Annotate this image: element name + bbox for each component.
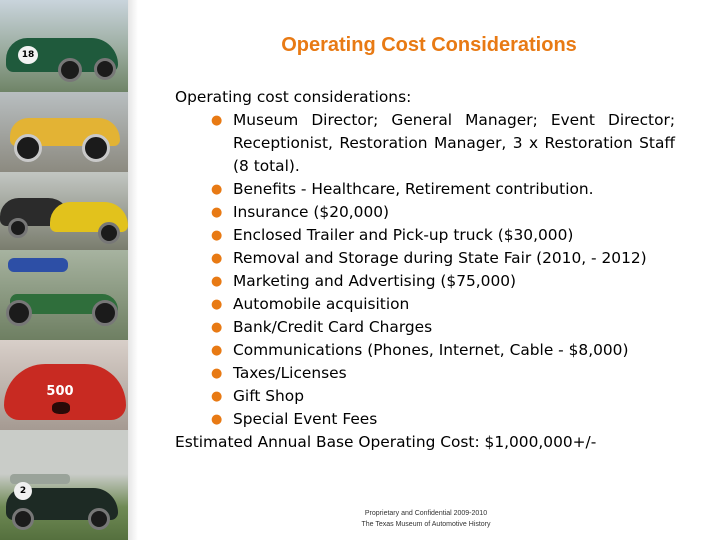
- footer: [306, 508, 546, 530]
- yellow-roadster-photo: [0, 92, 128, 172]
- list-item: ● Gift Shop: [211, 385, 675, 408]
- list-item: ● Enclosed Trailer and Pick-up truck ($30,000): [211, 224, 675, 247]
- list-item: ● Special Event Fees: [211, 408, 675, 431]
- list-item: ● Automobile acquisition: [211, 293, 675, 316]
- total-cost-summary: Estimated Annual Base Operating Cost: $1,000,000+/-: [175, 433, 597, 451]
- bullet-icon: ●: [211, 251, 223, 266]
- red-sports-car-photo: [0, 340, 128, 430]
- list-item: ● Marketing and Advertising ($75,000): [211, 270, 675, 293]
- bullet-icon: ●: [211, 343, 223, 358]
- list-item: ● Benefits - Healthcare, Retirement contribution.: [211, 178, 675, 201]
- section-heading: Operating cost considerations:: [175, 88, 412, 106]
- bullet-icon: ●: [211, 389, 223, 404]
- bullet-icon: ●: [211, 205, 223, 220]
- bullet-icon: ●: [211, 366, 223, 381]
- dark-green-race-car-photo: [0, 430, 128, 540]
- bullet-icon: ●: [211, 228, 223, 243]
- organization-name: The Texas Museum of Automotive History: [361, 521, 491, 528]
- car-number-label: 18: [18, 46, 38, 64]
- green-race-car-photo: [0, 0, 128, 92]
- photo-strip-shadow: [128, 0, 138, 540]
- list-item: ● Removal and Storage during State Fair (2010, - 2012): [211, 247, 675, 270]
- slide-content: [175, 86, 675, 454]
- bullet-icon: ●: [211, 182, 223, 197]
- cobra-cars-photo: [0, 172, 128, 250]
- list-item: ● Bank/Credit Card Charges: [211, 316, 675, 339]
- car-number-label: 500: [46, 384, 74, 399]
- list-item: ● Communications (Phones, Internet, Cable - $8,000): [211, 339, 675, 362]
- bullet-icon: ●: [211, 274, 223, 289]
- bullet-icon: ●: [211, 113, 223, 128]
- photo-strip: [0, 0, 128, 540]
- list-item: ● Insurance ($20,000): [211, 201, 675, 224]
- green-formula-car-photo: [0, 250, 128, 340]
- bullet-icon: ●: [211, 297, 223, 312]
- car-number-label: 2: [14, 482, 32, 500]
- confidentiality-note: Proprietary and Confidential 2009-2010: [364, 510, 488, 517]
- list-item: ● Museum Director; General Manager; Event Director; Receptionist, Restoration Manager, 3 x Restoration Staff (8 total).: [211, 111, 675, 175]
- slide-title: Operating Cost Considerations: [281, 34, 577, 56]
- bullet-icon: ●: [211, 320, 223, 335]
- list-item: ● Taxes/Licenses: [211, 362, 675, 385]
- bullet-icon: ●: [211, 412, 223, 427]
- cost-list: [211, 109, 675, 431]
